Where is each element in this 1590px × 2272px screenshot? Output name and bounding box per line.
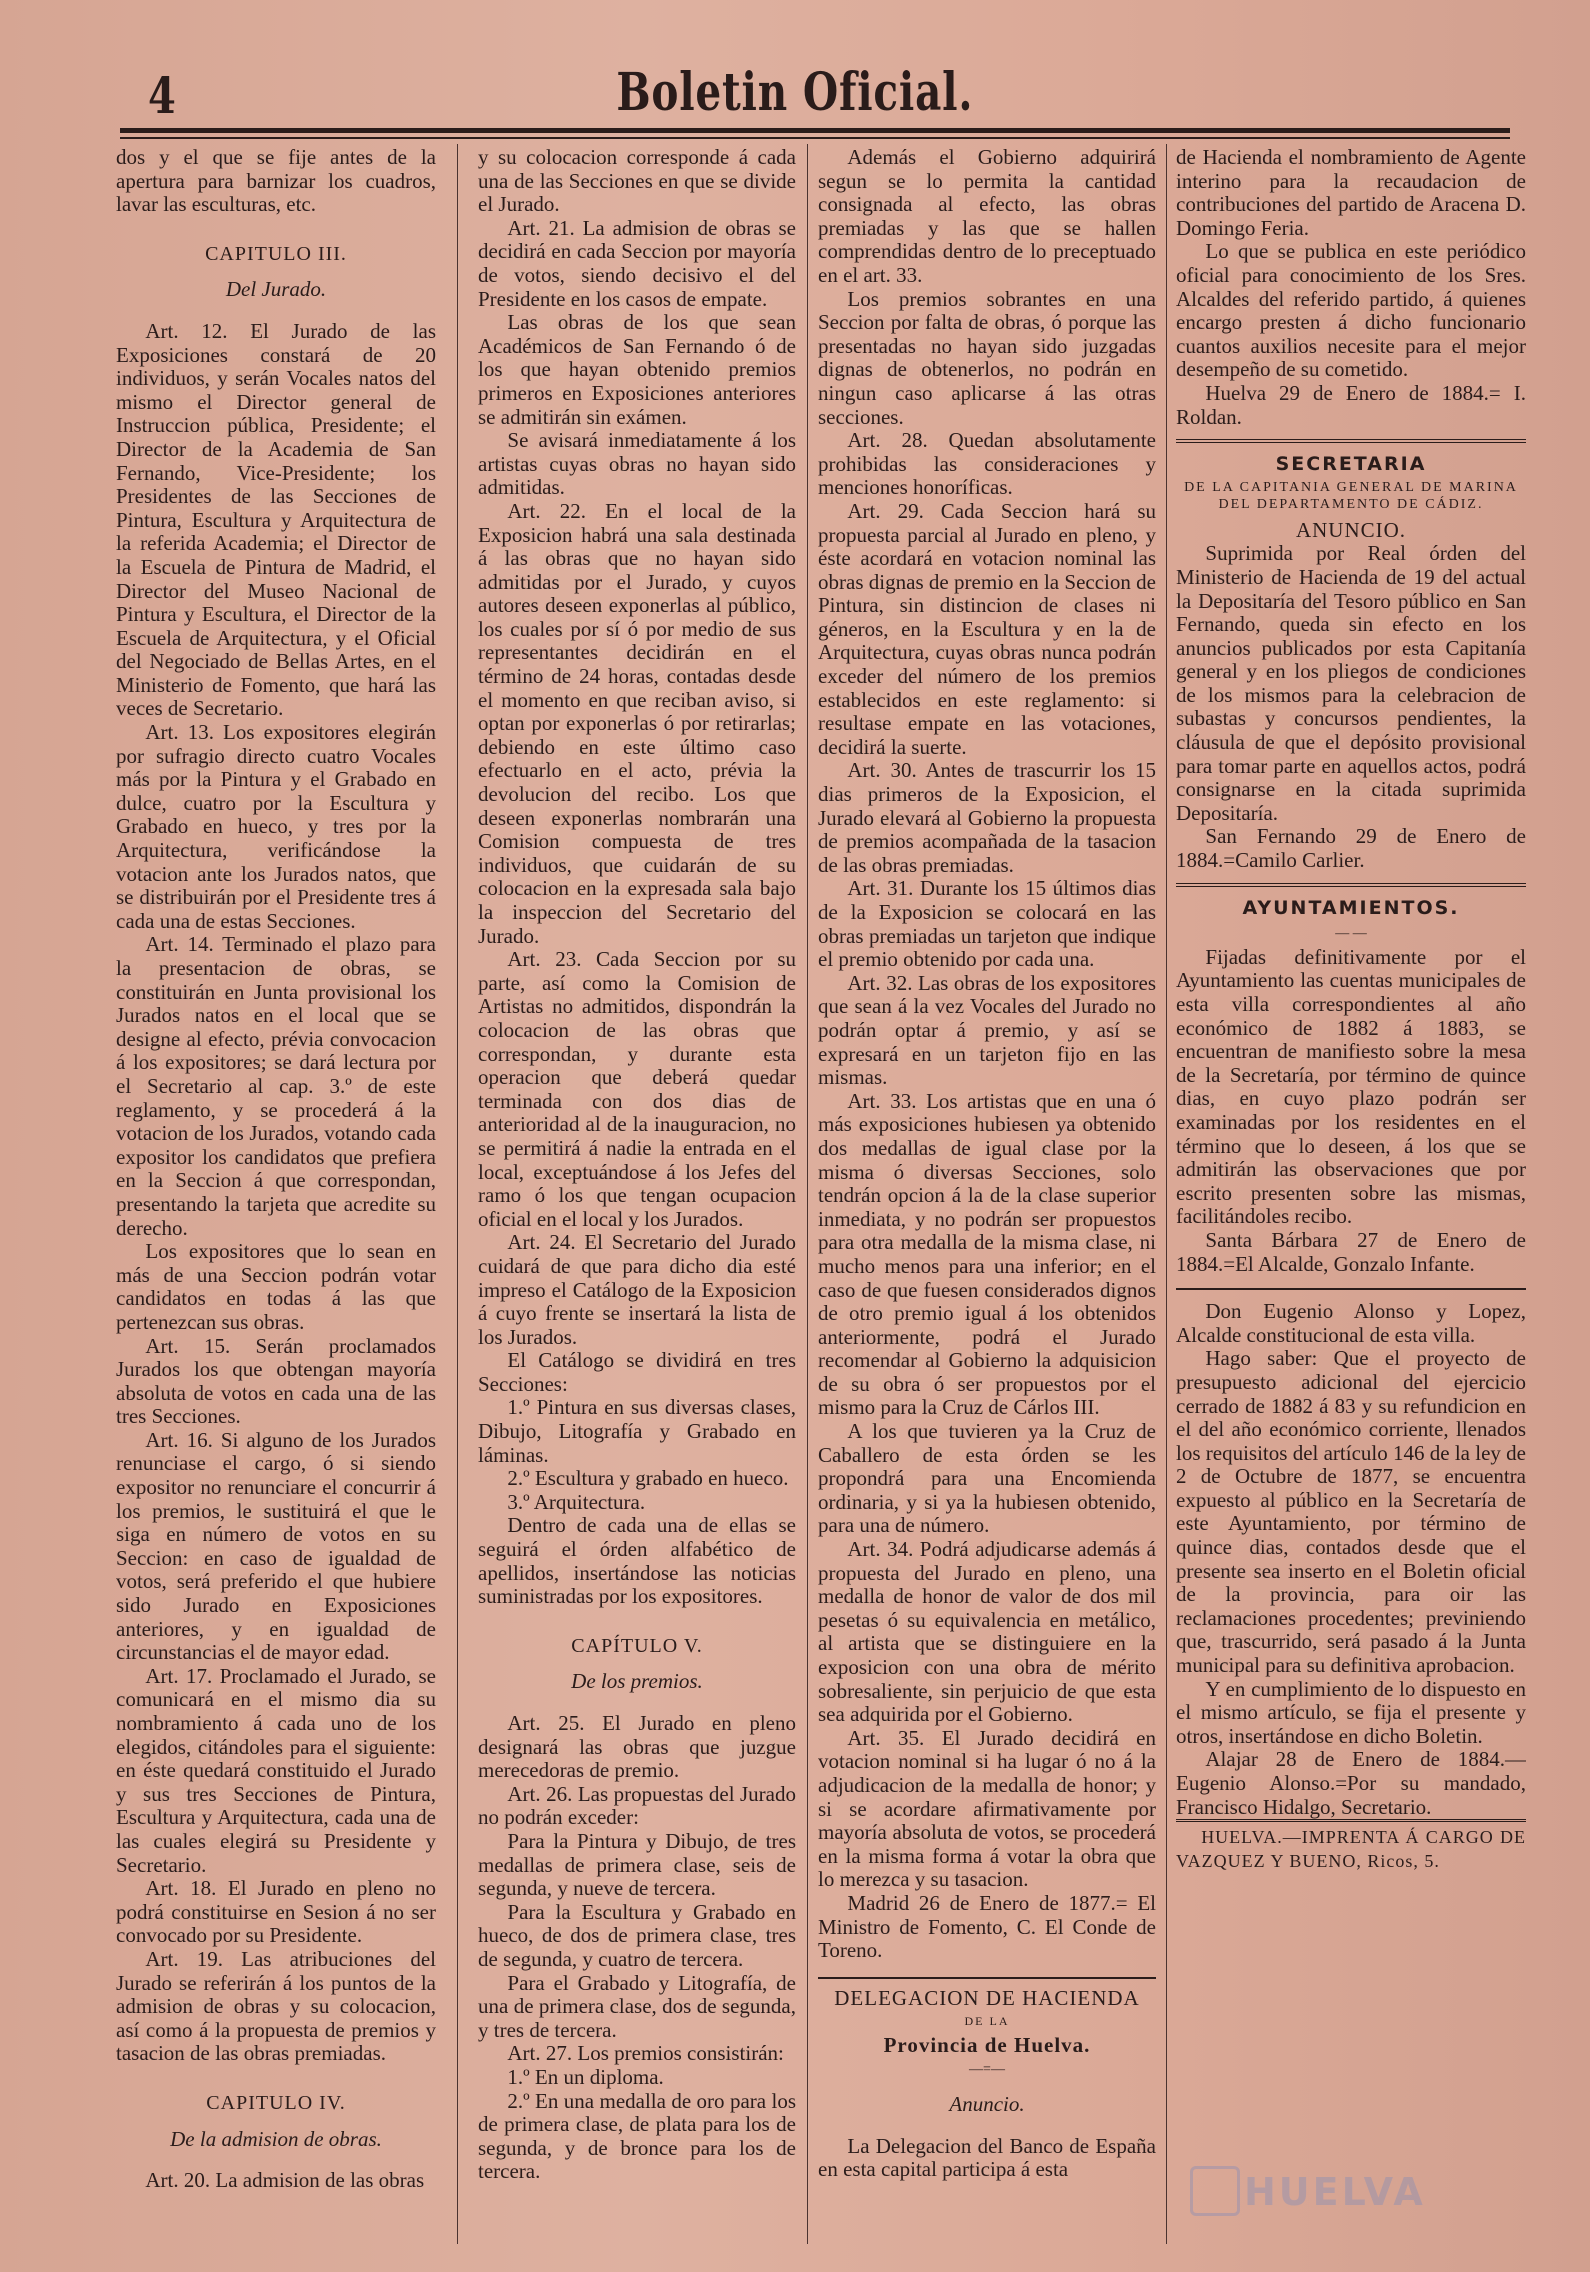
paragraph: Art. 20. La admision de las obras <box>145 2168 425 2193</box>
notice-heading: ANUNCIO. <box>1295 517 1407 542</box>
masthead-title <box>0 62 1590 123</box>
paragraph: Art. 15. Serán proclamados Jurados los que obtengan mayoría absoluta de votos en cada una de las tres Secciones. <box>116 1333 436 1429</box>
paragraph: 2.º Escultura y grabado en hueco. <box>507 1466 789 1491</box>
section-subheading: De la admision de obras. <box>170 2126 382 2151</box>
paragraph: La Delegacion del Banco de España en esta capital participa á esta <box>818 2133 1156 2182</box>
paragraph: Y en cumplimiento de lo dispuesto en el mismo artículo, se fija el presente y otros, insertándose en dicho Boletin. <box>1176 1676 1526 1748</box>
paragraph: Para el Grabado y Litografía, de una de primera clase, dos de segunda, y tres de tercera. <box>478 1970 796 2042</box>
paragraph: Art. 24. El Secretario del Jurado cuidará de que para dicho dia esté impreso el Catálogo de la Exposicion á cuyo frente se insertará la lista de los Jurados. <box>478 1230 796 1349</box>
paragraph: Art. 30. Antes de trascurrir los 15 dias primeros de la Exposicion, el Jurado elevará al Gobierno la propuesta de premios acompañada de la tasacion de las obras premiadas. <box>818 758 1156 877</box>
paragraph: Art. 17. Proclamado el Jurado, se comunicará en el mismo dia su nombramiento á cada uno de los elegidos, citándoles para el siguiente: en éste quedará constituido el Jurado y sus tres Secciones de Pintura, Escultura y Arquitectura, cada una de las cuales elegirá su Presidente y Secretario. <box>116 1663 436 1877</box>
section-subheading: De los premios. <box>571 1669 703 1694</box>
paragraph: Art. 31. Durante los 15 últimos dias de la Exposicion se colocará en las obras premiadas un tarjeton que indique el premio obtenido por cada una. <box>818 876 1156 972</box>
paragraph: Art. 13. Los expositores elegirán por sufragio directo cuatro Vocales más por la Pintura y el Grabado en dulce, cuatro por la Escultura y Grabado en hueco, y tres por la Arquitectura, verificándose la votacion ante los Jurados natos, que se distribuirán por el Presidente tres á cada una de estas Secciones. <box>116 720 436 933</box>
page-number: 4 <box>148 66 176 125</box>
column-2 <box>478 146 796 2236</box>
paragraph: Huelva 29 de Enero de 1884.= I. Roldan. <box>1176 380 1526 429</box>
paragraph: Se avisará inmediatamente á los artistas cuyas obras no hayan sido admitidas. <box>478 428 796 500</box>
paragraph: El Catálogo se dividirá en tres Secciones: <box>478 1348 796 1396</box>
paragraph: Alajar 28 de Enero de 1884.— Eugenio Alonso.=Por su mandado, Francisco Hidalgo, Secretario. <box>1176 1747 1526 1819</box>
watermark-text: HUELVA <box>1244 2170 1426 2214</box>
paragraph: 1.º En un diploma. <box>507 2064 664 2089</box>
paragraph: Madrid 26 de Enero de 1877.= El Ministro de Fomento, C. El Conde de Toreno. <box>818 1890 1156 1963</box>
paragraph: Art. 12. El Jurado de las Exposiciones constará de 20 individuos, y serán Vocales natos del mismo el Director general de Instruccion pública, Presidente; el Director de la Academia de San Fernando, Vice-Presidente; los Presidentes de las Secciones de Pintura, Escultura y Arquitectura de la referida Academia; el Director de la Escuela de Pintura de Madrid, el Director del Museo Nacional de Pintura y Escultura, el Director de la Escuela de Arquitectura, y el Oficial del Negociado de Bellas Artes, en el Ministerio de Fomento, que hará las veces de Secretario. <box>116 318 436 721</box>
paragraph: San Fernando 29 de Enero de 1884.=Camilo Carlier. <box>1176 824 1526 873</box>
paragraph: Para la Pintura y Dibujo, de tres medallas de primera clase, seis de segunda, y nueve de tercera. <box>478 1828 796 1901</box>
rule <box>1176 1288 1526 1290</box>
ornament-dash: —=— <box>969 2061 1005 2077</box>
paragraph: y su colocacion corresponde á cada una de las Secciones en que se divide el Jurado. <box>478 146 796 217</box>
paragraph: Art. 26. Las propuestas del Jurado no podrán exceder: <box>478 1781 796 1830</box>
paragraph: Fijadas definitivamente por el Ayuntamiento las cuentas municipales de esta villa correspondientes al año económico de 1882 á 1883, se encuentran de manifiesto sobre la mesa de la Secretaría, por término de quince dias, en cuyo plazo podrán ser examinadas por los residentes en el término que lo deseen, á los que se admitirán las observaciones que por escrito presenten sobre las mismas, facilitándoles recibo. <box>1176 944 1526 1229</box>
double-rule <box>1176 883 1526 887</box>
section-subheading: Del Jurado. <box>225 277 327 302</box>
double-rule <box>1176 439 1526 443</box>
paragraph: Art. 32. Las obras de los expositores que sean á la vez Vocales del Jurado no podrán optar á premio, y así se expresará en un tarjeton fijo en las mismas. <box>818 970 1156 1090</box>
paragraph: Dentro de cada una de ellas se seguirá el órden alfabético de apellidos, insertándose las noticias suministradas por los expositores. <box>478 1513 796 1609</box>
delegation-title: DELEGACION DE HACIENDA <box>834 1985 1140 2010</box>
paragraph: Art. 33. Los artistas que en una ó más exposiciones hubiesen ya obtenido dos medallas de igual clase por la misma ó diversas Secciones, solo tendrán opcion á la de la clase superior inmediata, y no podrán ser propuestos para otra medalla de la misma clase, ni mucho menos para una inferior; en el caso de que fuesen considerados dignos de otro premio igual á los obtenidos anteriormente, podrá el Jurado recomendar al Gobierno la adquisicion de su obra ó ser propuestos por el mismo para la Cruz de Cárlos III. <box>818 1088 1156 1420</box>
paragraph: Art. 18. El Jurado en pleno no podrá constituirse en Sesion á no ser convocado por su Presidente. <box>116 1876 436 1948</box>
section-heading: SECRETARIA <box>1275 453 1427 476</box>
paragraph: Art. 29. Cada Seccion hará su propuesta parcial al Jurado en pleno, y éste acordará en votacion nominal las obras dignas de premio en la Seccion de Pintura, sin distincion de clases ni géneros, en la Escultura y en la de Arquitectura, cuyas obras nunca podrán exceder del número de los premios establecidos en este reglamento: si resultase empate en las votaciones, decidirá la suerte. <box>818 498 1156 759</box>
delegation-small: DE LA <box>964 2014 1010 2029</box>
paragraph: Los expositores que lo sean en más de una Seccion podrán votar candidatos en todas á las que pertenezcan sus obras. <box>116 1239 436 1334</box>
paragraph: Don Eugenio Alonso y Lopez, Alcalde constitucional de esta villa. <box>1176 1299 1526 1347</box>
paragraph: Santa Bárbara 27 de Enero de 1884.=El Alcalde, Gonzalo Infante. <box>1176 1227 1526 1276</box>
paragraph: Art. 19. Las atribuciones del Jurado se referirán á los puntos de la admision de obras y su colocacion, así como á la propuesta de premios y tasacion de las obras premiadas. <box>116 1946 436 2066</box>
paragraph: Art. 28. Quedan absolutamente prohibidas las consideraciones y menciones honoríficas. <box>818 428 1156 500</box>
paragraph: dos y el que se fije antes de la apertura para barnizar los cuadros, lavar las esculturas, etc. <box>116 146 436 217</box>
section-subheading: Anuncio. <box>949 2092 1025 2117</box>
paragraph: Los premios sobrantes en una Seccion por falta de obras, ó porque las presentadas no hayan sido juzgadas dignas de obtenerlos, no podrán en ningun caso aplicarse á las otras secciones. <box>818 286 1156 429</box>
printer-imprint: HUELVA.—IMPRENTA Á CARGO DE VAZQUEZ Y BUENO, Ricos, 5. <box>1176 1819 1526 1873</box>
paragraph: Además el Gobierno adquirirá segun se lo permita la cantidad consignada al efecto, las obras premiadas y las que se hallen comprendidas dentro de lo preceptuado en el art. 33. <box>818 146 1156 287</box>
paragraph: Art. 16. Si alguno de los Jurados renunciase el cargo, ó si siendo expositor no renunciare el concurrir á los premios, le sustituirá el que le siga en número de votos en su Seccion: en caso de igualdad de votos, será preferido el que hubiere sido Jurado en Exposiciones anteriores, y en igualdad de circunstancias el de mayor edad. <box>116 1427 436 1665</box>
section-subtitle: DE LA CAPITANIA GENERAL DE MARINA DEL DEPARTAMENTO DE CÁDIZ. <box>1184 479 1518 512</box>
masthead-rule-thin <box>120 137 1510 139</box>
paragraph: Suprimida por Real órden del Ministerio de Hacienda de 19 del actual la Depositaría del Tesoro público en San Fernando, queda sin efecto en los anuncios publicados por esta Capitanía general y en los pliegos de condiciones de los mismos para la celebracion de subastas y concursos pendientes, la cláusula de que el depósito provisional para tomar parte en aquellos actos, podrá consignarse en la citada suprimida Depositaría. <box>1176 541 1526 825</box>
column-3 <box>818 146 1156 2236</box>
paragraph: Art. 35. El Jurado decidirá en votacion nominal si ha lugar ó no á la adjudicacion de la medalla de honor; y si se acordare afirmativamente por mayoría absoluta de votos, se procederá en la misma forma á votar la obra que lo merezca y su tasacion. <box>818 1725 1156 1892</box>
delegation-province: Provincia de Huelva. <box>883 2032 1091 2057</box>
paragraph: Art. 27. Los premios consistirán: <box>507 2041 784 2066</box>
column-1 <box>116 146 436 2236</box>
column-divider <box>1166 144 1167 2244</box>
delegation-heading <box>818 1977 1156 2081</box>
masthead-rule <box>120 128 1510 133</box>
chapter-heading: CAPITULO IV. <box>206 2091 346 2114</box>
paragraph: de Hacienda el nombramiento de Agente interino para la recaudacion de contribuciones del partido de Aracena D. Domingo Feria. <box>1176 146 1526 240</box>
masthead-title-text: Boletin Oficial. <box>616 62 974 123</box>
ornament-dash: — — <box>1335 926 1367 942</box>
paragraph: Las obras de los que sean Académicos de San Fernando ó de los que hayan obtenido premios primeros en Exposiciones anteriores se admitirán sin exámen. <box>478 310 796 429</box>
paragraph: Lo que se publica en este periódico oficial para conocimiento de los Sres. Alcaldes del referido partido, á quienes encargo presten á dicho funcionario cuantos auxilios necesite para el mejor desempeño de su cometido. <box>1176 239 1526 382</box>
paragraph: Art. 22. En el local de la Exposicion habrá una sala destinada á las obras que no hayan sido admitidas por el Jurado, y cuyos autores deseen exponerlas al público, los cuales por sí ó por medio de sus representantes decidirán en el término de 24 horas, contadas desde el momento en que reciban aviso, si optan por exponerlas ó por retirarlas; debiendo en este último caso efectuarlo en el acto, prévia la devolucion del recibo. Los que deseen exponerlas nombrarán una Comision compuesta de tres individuos, que cuidarán de su colocacion en la expresada sala bajo la inspeccion del Secretario del Jurado. <box>478 498 796 948</box>
paragraph: Art. 14. Terminado el plazo para la presentacion de obras, se constituirán en Junta provisional los Jurados natos en el local que se designe al efecto, prévia convocacion á los expositores; se dará lectura por el Secretario al cap. 3.º de este reglamento, y se procederá á la votacion de los Jurados, votando cada expositor los candidatos que prefiera en la Seccion á que correspondan, presentando la tarjeta que acredite su derecho. <box>116 932 436 1240</box>
column-divider <box>807 144 808 2244</box>
paragraph: 2.º En una medalla de oro para los de primera clase, de plata para los de segunda, y de bronce para los de tercera. <box>478 2088 796 2184</box>
paragraph: Art. 23. Cada Seccion por su parte, así como la Comision de Artistas no admitidos, dispondrán la colocacion de las obras que correspondan, y durante esta operacion que deberá quedar terminada con dos dias de anterioridad al de la inauguracion, no se permitirá á nadie la entrada en el local, exceptuándose á los Jefes del ramo ó los que tengan ocupacion oficial en el local y los Jurados. <box>478 947 796 1231</box>
column-4 <box>1176 146 1526 2236</box>
paragraph: 3.º Arquitectura. <box>507 1489 646 1514</box>
paragraph: Art. 21. La admision de obras se decidirá en cada Seccion por mayoría de votos, siendo decisivo el del Presidente en los casos de empate. <box>478 215 796 311</box>
chapter-heading: CAPÍTULO V. <box>571 1634 703 1657</box>
paragraph: Art. 34. Podrá adjudicarse además á propuesta del Jurado en pleno, una medalla de honor de valor de dos mil pesetas ó su equivalencia en metálico, al artista que se distinguiere en la exposicion con una obra de mérito sobresaliente, sin perjuicio de que esta sea adquirida por el Gobierno. <box>818 1537 1156 1727</box>
chapter-heading: CAPITULO III. <box>205 242 347 265</box>
paragraph: Para la Escultura y Grabado en hueco, de dos de primera clase, tres de segunda, y cuatro de tercera. <box>478 1899 796 1971</box>
paragraph: 1.º Pintura en sus diversas clases, Dibujo, Litografía y Grabado en láminas. <box>478 1395 796 1467</box>
paragraph: Art. 25. El Jurado en pleno designará las obras que juzgue merecedoras de premio. <box>478 1711 796 1783</box>
section-heading: AYUNTAMIENTOS. <box>1242 896 1460 919</box>
paragraph: Hago saber: Que el proyecto de presupuesto adicional del ejercicio cerrado de 1882 á 83 y su refundicion en el del año económico corriente, llenados los requisitos del artículo 146 de la ley de 2 de Octubre de 1877, se encuentra expuesto al público en la Secretaría de este Ayuntamiento, por término de quince dias, contados desde que el presente sea inserto en el Boletin oficial de la provincia, para oir las reclamaciones procedentes; previniendo que, trascurrido, será pasado á la Junta municipal para su definitiva aprobacion. <box>1176 1346 1526 1678</box>
paragraph: A los que tuvieren ya la Cruz de Caballero de esta órden se les propondrá para una Encomienda ordinaria, y si ya la hubiesen obtenido, para una de número. <box>818 1419 1156 1538</box>
column-divider <box>457 144 458 2244</box>
